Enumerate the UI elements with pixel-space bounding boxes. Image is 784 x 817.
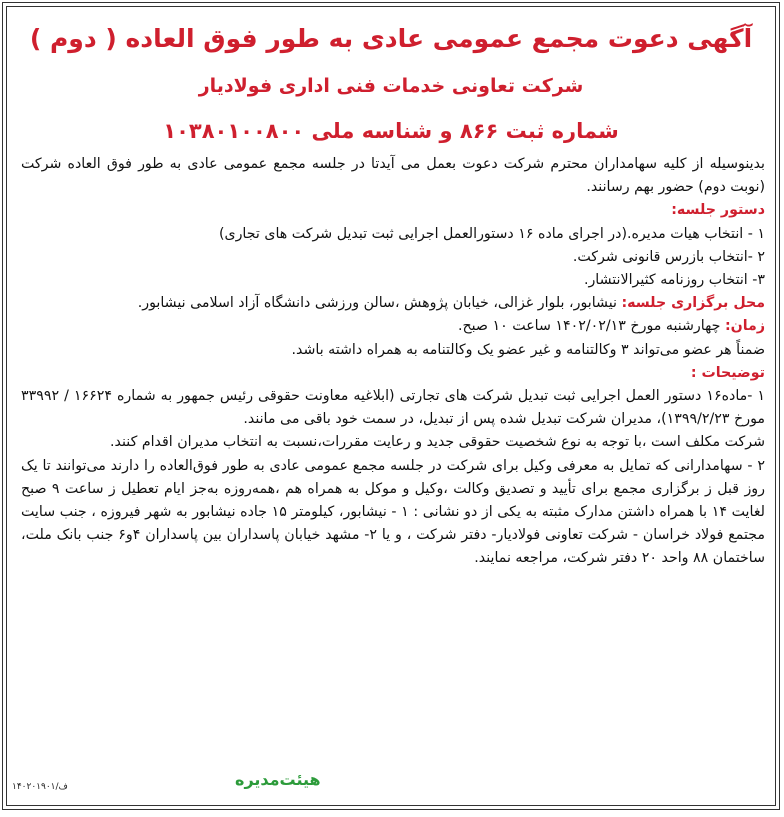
explanation-paragraph: ۱ -ماده۱۶ دستور العمل اجرایی ثبت تبدیل شرکت های تجارتی (ابلاغیه معاونت حقوقی رئیس جمهور به شماره ۱۶۶۲۴ / ۳۳۹۹۲ مورخ ۱۳۹۹/۲/۲۳)، مدیران شرکت تبدیل شده پس از تبدیل، در سمت خود باقی می مانند.: [21, 388, 765, 428]
company-name: شرکت تعاونی خدمات فنی اداری فولادیار: [198, 75, 584, 97]
explanations-heading: توضیحات :: [690, 364, 765, 381]
explanation-paragraph: شرکت مکلف است ،با توجه به نوع شخصیت حقوقی جدید و رعایت مقررات،نسبت به انتخاب مدیران اقدام کنند.: [110, 434, 765, 451]
time-text: چهارشنبه مورخ ۱۴۰۲/۰۲/۱۳ ساعت ۱۰ صبح.: [457, 318, 721, 335]
registration-line: شماره ثبت ۸۶۶ و شناسه ملی ۱۰۳۸۰۱۰۰۸۰۰: [163, 119, 619, 143]
board-signature: هیئت‌مدیره: [235, 770, 321, 789]
agenda-item: ۱ - انتخاب هیات مدیره.(در اجرای ماده ۱۶ دستورالعمل اجرایی ثبت تبدیل شرکت های تجاری): [218, 225, 765, 242]
agenda-item: ۳- انتخاب روزنامه کثیرالانتشار.: [583, 272, 765, 289]
notice-body: [21, 153, 765, 571]
venue-line: [21, 292, 765, 315]
proxy-note: ضمناً هر عضو می‌تواند ۳ وکالتنامه و غیر عضو یک وکالتنامه به همراه داشته باشد.: [291, 341, 765, 358]
notice-title: آگهی دعوت مجمع عمومی عادی به طور فوق العاده ( دوم ): [29, 24, 753, 53]
intro-paragraph: بدینوسیله از کلیه سهامداران محترم شرکت دعوت بعمل می آیدتا در جلسه مجمع عمومی عادی به طور فوق العاده شرکت (نوبت دوم) حضور بهم رسانند.: [21, 156, 765, 196]
reference-code: ۱۴۰۲۰۱۹۰۱/ف: [12, 782, 68, 792]
notice-box: [6, 6, 776, 806]
venue-text: نیشابور، بلوار غزالی، خیابان پژوهش ،سالن ورزشی دانشگاه آزاد اسلامی نیشابور.: [137, 295, 617, 312]
time-line: [21, 315, 765, 338]
agenda-item: ۲ -انتخاب بازرس قانونی شرکت.: [572, 248, 765, 265]
time-label: زمان:: [724, 318, 765, 335]
agenda-heading: دستور جلسه:: [671, 202, 765, 219]
explanation-paragraph: ۲ - سهامدارانی که تمایل به معرفی وکیل برای شرکت در جلسه مجمع عمومی عادی به طور فوق‌العاده را دارند می‌توانند تا یک روز قبل ز برگزاری مجمع برای تأیید و تصدیق وکالت ،وکیل و موکل به همراه هم ،همه‌روزه به‌جز ایام تعطیل ز ساعت ۹ صبح لغایت ۱۴ با همراه داشتن مدارک مثبته به یکی از دو نشانی : ۱ - نیشابور، کیلومتر ۱۵ جاده نیشابور به شهر فیروزه ، جنب سایت مجتمع فولاد خراسان - شرکت تعاونی فولادیار- دفتر شرکت ، و یا ۲- مشهد خیابان پاسداران بین پاسداران ۴و۶ جنب بانک ملت، ساختمان ۸۸ واحد ۲۰ دفتر شرکت، مراجعه نمایند.: [21, 457, 765, 567]
venue-label: محل برگزاری جلسه:: [621, 295, 765, 312]
